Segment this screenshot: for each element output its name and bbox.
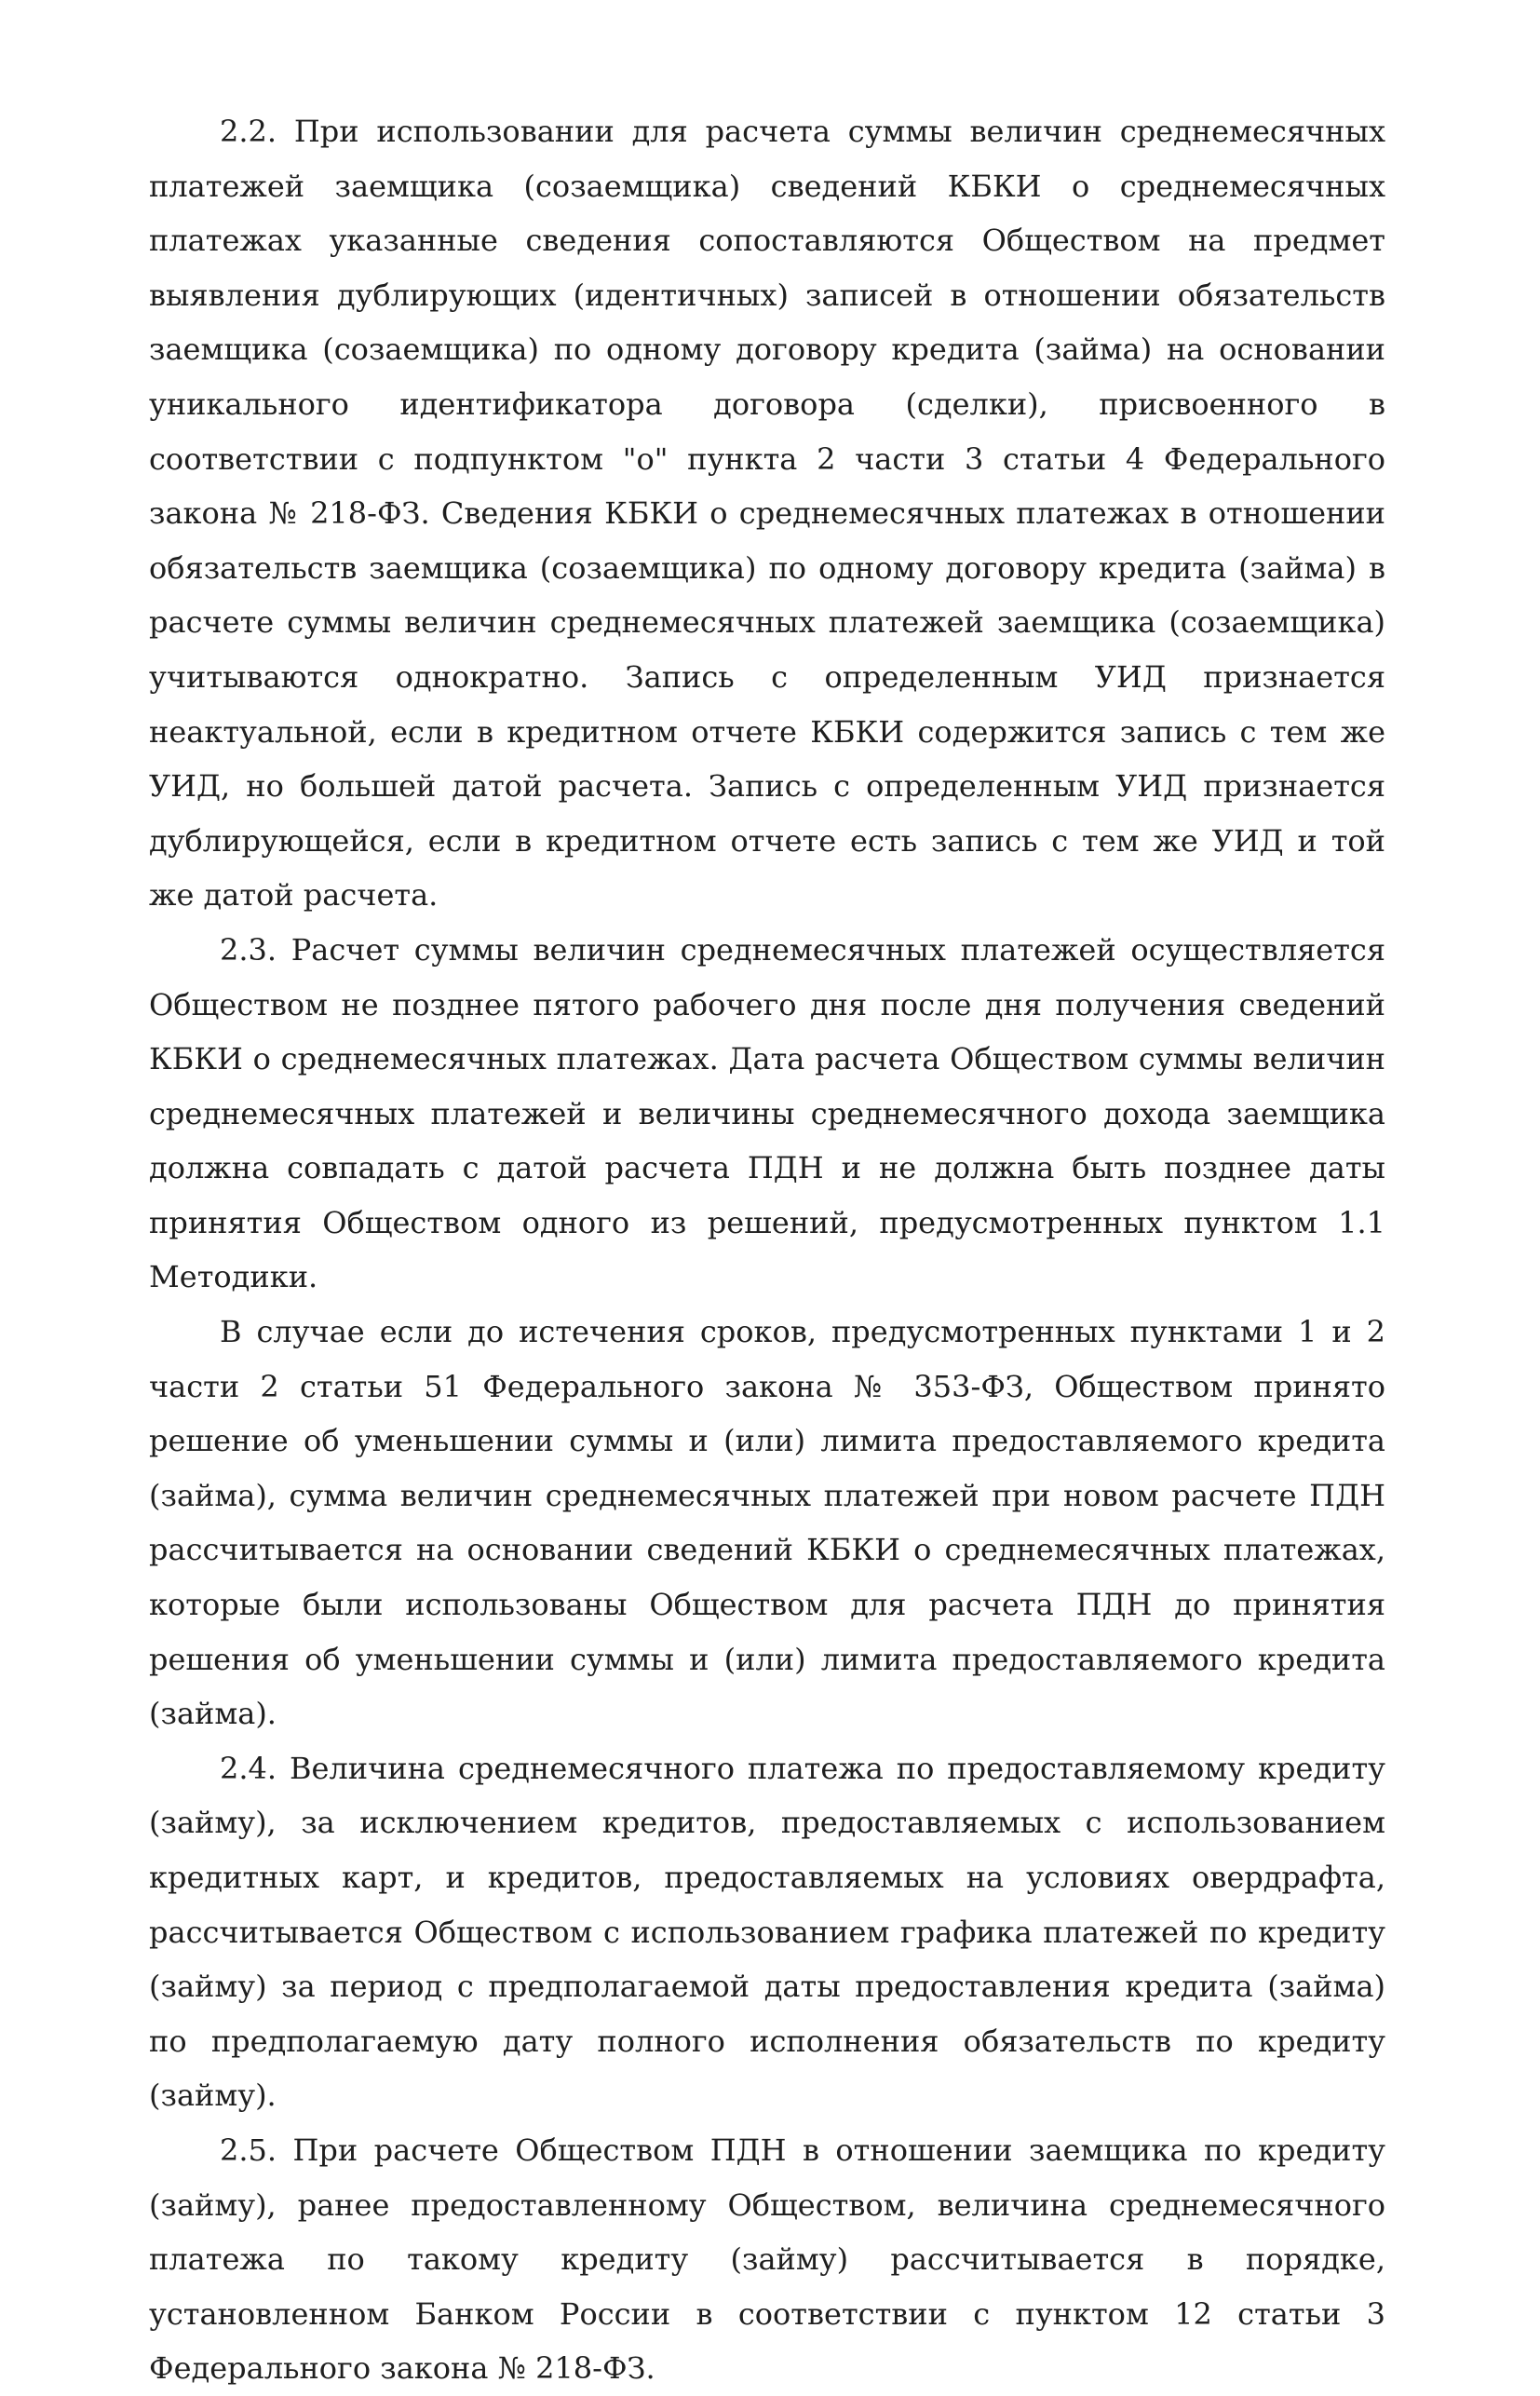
paragraph-2-2: 2.2. При использовании для расчета суммы величин среднемесячных платежей заемщика (созаемщика) сведений КБКИ о среднемесячных платежах указанные сведения сопоставляются Обществом на предмет выявления дублирующих (идентичных) записей в отношении обязательств заемщика (созаемщика) по одному договору кредита (займа) на основании уникального идентификатора договора (сделки), присвоенного в соответствии с подпунктом "о" пункта 2 части 3 статьи 4 Федерального закона № 218-ФЗ. Сведения КБКИ о среднемесячных платежах в отношении обязательств заемщика (созаемщика) по одному договору кредита (займа) в расчете суммы величин среднемесячных платежей заемщика (созаемщика) учитываются однократно. Запись с определенным УИД признается неактуальной, если в кредитном отчете КБКИ содержится запись с тем же УИД, но большей датой расчета. Запись с определенным УИД признается дублирующейся, если в кредитном отчете есть запись с тем же УИД и той же датой расчета. [149, 114, 1385, 914]
paragraph-2-4: 2.4. Величина среднемесячного платежа по предоставляемому кредиту (займу), за исключением кредитов, предоставляемых с использованием кредитных карт, и кредитов, предоставляемых на условиях овердрафта, рассчитывается Обществом с использованием графика платежей по кредиту (займу) за период с предполагаемой даты предоставления кредита (займа) по предполагаемую дату полного исполнения обязательств по кредиту (займу). [149, 1750, 1385, 2114]
paragraph-2-3: 2.3. Расчет суммы величин среднемесячных платежей осуществляется Обществом не позднее пятого рабочего дня после дня получения сведений КБКИ о среднемесячных платежах. Дата расчета Обществом суммы величин среднемесячных платежей и величины среднемесячного дохода заемщика должна совпадать с датой расчета ПДН и не должна быть позднее даты принятия Обществом одного из решений, предусмотренных пунктом 1.1 Методики. [149, 931, 1385, 1295]
paragraph-2-3-continued: В случае если до истечения сроков, предусмотренных пунктами 1 и 2 части 2 статьи 51 Федерального закона № 353-ФЗ, Обществом принято решение об уменьшении суммы и (или) лимита предоставляемого кредита (займа), сумма величин среднемесячных платежей при новом расчете ПДН рассчитывается на основании сведений КБКИ о среднемесячных платежах, которые были использованы Обществом для расчета ПДН до принятия решения об уменьшении суммы и (или) лимита предоставляемого кредита (займа). [149, 1314, 1385, 1732]
paragraph-2-5: 2.5. При расчете Обществом ПДН в отношении заемщика по кредиту (займу), ранее предоставленному Обществом, величина среднемесячного платежа по такому кредиту (займу) рассчитывается в порядке, установленном Банком России в соответствии с пунктом 12 статьи 3 Федерального закона № 218-ФЗ. [149, 2132, 1385, 2387]
document-body [149, 104, 1385, 2396]
